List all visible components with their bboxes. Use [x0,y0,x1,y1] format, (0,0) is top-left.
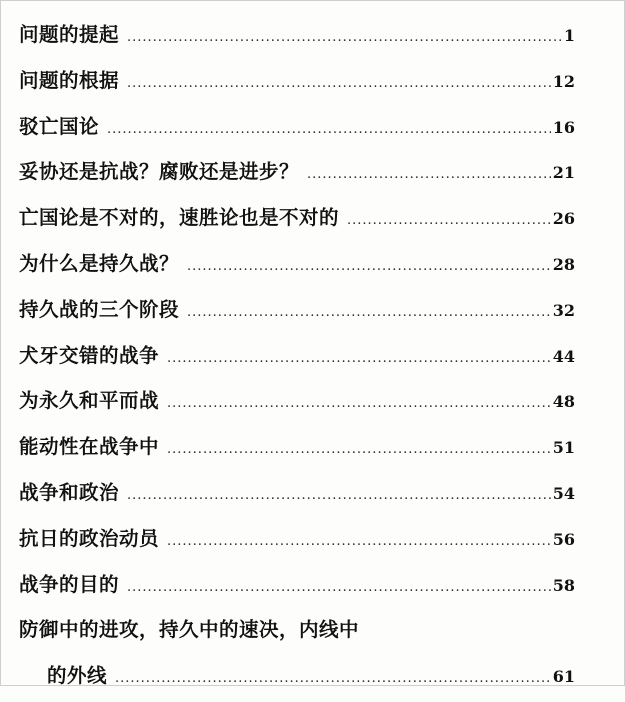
toc-entry-title: 妥协还是抗战？腐败还是进步？ [19,160,300,184]
toc-entry-page: 56 [552,529,575,549]
toc-entry[interactable] [19,104,575,150]
toc-entry[interactable] [19,241,575,287]
toc-entry-title: 抗日的政治动员 [19,526,160,550]
toc-entry-title: 犬牙交错的战争 [19,343,160,367]
toc-entry-title: 为什么是持久战？ [19,251,180,275]
toc-entry-page: 32 [552,300,575,320]
toc-entry-page: 51 [552,438,575,458]
toc-entry-page: 44 [552,346,575,366]
dot-leader [115,656,551,702]
dot-leader [167,519,551,565]
toc-entry-page: 58 [552,575,575,595]
dot-leader [187,290,551,336]
toc-entry[interactable] [19,58,575,104]
toc-entry-title: 为永久和平而战 [19,389,160,413]
table-of-contents [19,12,575,699]
dot-leader [127,565,551,611]
toc-entry-title: 战争和政治 [19,480,120,504]
toc-entry[interactable] [19,562,575,608]
toc-entry-page: 1 [563,26,575,45]
toc-entry-title: 战争的目的 [19,572,120,596]
dot-leader [167,381,551,427]
toc-entry-title: 防御中的进攻，持久中的速决，内线中 [19,618,360,642]
toc-entry-title: 持久战的三个阶段 [19,297,180,321]
toc-entry-page: 61 [552,667,575,687]
dot-leader [107,107,551,153]
toc-entry-multiline-first[interactable] [19,607,575,653]
toc-entry[interactable] [19,333,575,379]
toc-entry-page: 12 [552,71,575,91]
dot-leader [127,15,562,61]
toc-entry[interactable] [19,12,575,58]
dot-leader [187,244,551,290]
toc-entry-multiline-continued[interactable] [19,653,575,699]
toc-entry-page: 16 [552,117,575,137]
dot-leader [127,61,551,107]
dot-leader [307,152,551,198]
toc-entry[interactable] [19,287,575,333]
toc-entry-page: 26 [552,209,575,229]
toc-entry[interactable] [19,424,575,470]
toc-entry[interactable] [19,378,575,424]
toc-entry-page: 54 [552,483,575,503]
toc-entry-page: 21 [552,163,575,183]
toc-entry[interactable] [19,195,575,241]
toc-entry-title-continued: 的外线 [47,664,108,688]
toc-entry-title: 能动性在战争中 [19,435,160,459]
toc-entry-title: 驳亡国论 [19,114,100,138]
dot-leader [347,198,551,244]
dot-leader [167,427,551,473]
toc-entry-title: 问题的根据 [19,68,120,92]
toc-entry-page: 48 [552,392,575,412]
dot-leader [127,473,551,519]
toc-entry-page: 28 [552,254,575,274]
toc-entry-title: 问题的提起 [19,23,120,46]
toc-entry[interactable] [19,516,575,562]
dot-leader [167,336,551,382]
toc-entry[interactable] [19,470,575,516]
toc-entry-title: 亡国论是不对的，速胜论也是不对的 [19,206,340,230]
toc-entry[interactable] [19,149,575,195]
